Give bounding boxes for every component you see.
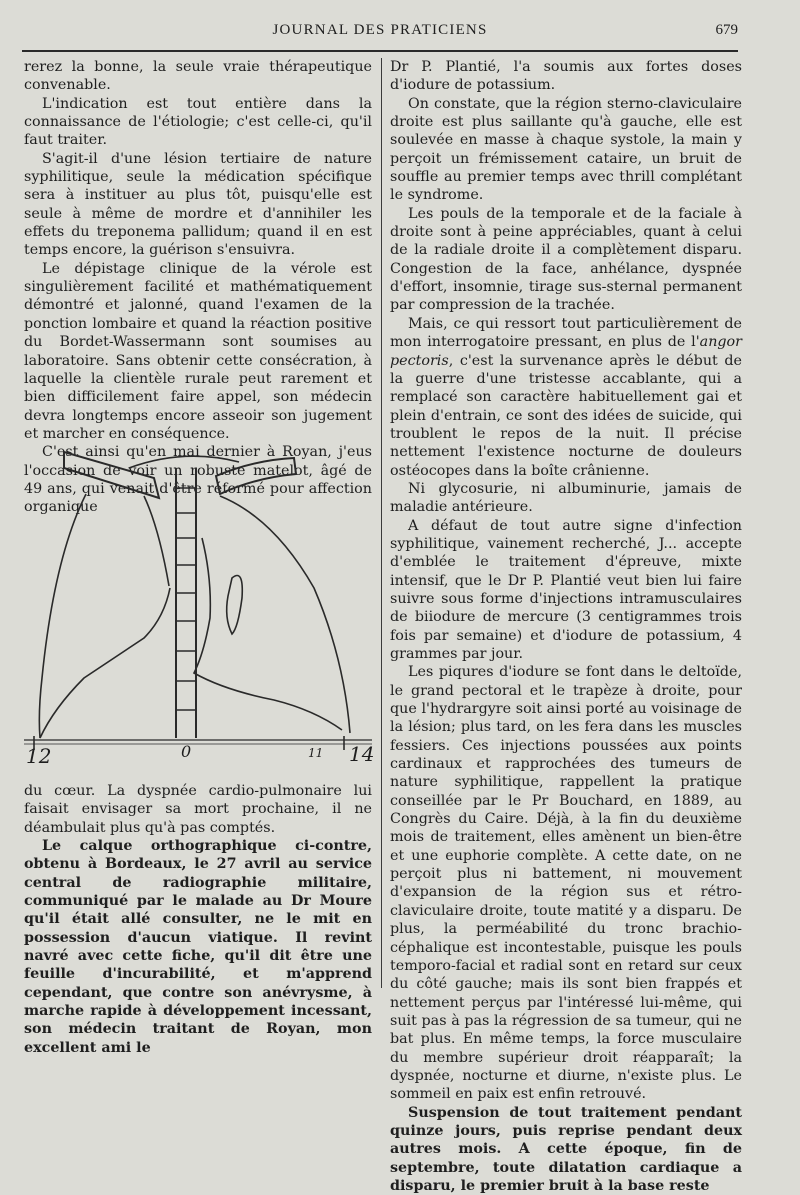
paragraph: S'agit-il d'une lésion tertiaire de nature syphilitique, seule la médication spécifique sera à instituer au plus tôt, puisqu'elle est seule à même de mordre et d'annihiler les effets du treponema pallidum; quand il en est temps encore, la guérison s'ensuivra. [24,150,372,259]
paragraph: Les pouls de la temporale et de la faciale à droite sont à peine appréciables, quant à celui de la radiale droite il a complètement disparu. Congestion de la face, anhélance, dyspnée d'effort, insomnie, tirage sus-sternal permanent par compression de la trachée. [390,205,742,314]
paragraph: Dr P. Plantié, l'a soumis aux fortes doses d'iodure de potassium. [390,59,742,94]
paragraph: Suspension de tout traitement pendant quinze jours, puis reprise pendant deux autres mois. A cette époque, fin de septembre, toute dilatation cardiaque a disparu, le premier bruit à la base reste [390,1104,742,1194]
figure-label-right: 14 [349,742,375,766]
paragraph: rerez la bonne, la seule vraie thérapeutique convenable. [24,59,372,94]
journal-title: JOURNAL DES PRATICIENS [272,22,488,38]
paragraph: Les piqures d'iodure se font dans le deltoïde, le grand pectoral et le trapèze à droite, pour que l'hydrargyre soit ainsi porté au voisinage de la lésion; plus tard, on les fera dans les muscles fessiers. Ces injections poussées aux points cardinaux et rapprochées des tumeurs de nature syphilitique, rappellent la pratique conseillée par le Pr Bouchard, en 1889, au Congrès du Caire. Déjà, à la fin du deuxième mois de traitement, elles amènent un bien-être et une euphorie complète. A cette date, on ne perçoit plus ni battement, ni mouvement d'expansion de la région sus et rétro-claviculaire droite, toute matité y a disparu. De plus, la perméabilité du tronc brachio-céphalique est incontestable, puisque les pouls temporo-facial et radial sont en retard sur ceux du côté gauche; mais ils sont bien frappés et nettement perçus par l'intéressé lui-même, qui suit pas à pas la régression de sa tumeur, qui ne bat plus. En même temps, la force musculaire du membre supérieur droit réapparaît; la dyspnée, nocturne et diurne, n'existe plus. Le sommeil en paix est enfin retrouvé. [390,664,742,1103]
italic-term: angor pectoris [390,334,742,369]
paragraph: A défaut de tout autre signe d'infection syphilitique, vainement recherché, J... accepte d'emblée le traitement d'épreuve, mixte intensif, que le Dr P. Plantié veut bien lui faire suivre sous forme d'injections intramusculaires de biiodure de mercure (3 centigrammes trois fois par semaine) et d'iodure de potassium, 4 grammes par jour. [390,517,742,662]
paragraph-text: , c'est la survenance après le début de la guerre d'une tristesse accablante, qui a remplacé son caractère habituellement gai et plein d'entrain, ce sont des idées de suicide, qui troublent le repos de la nuit. Il précise nettement l'existence nocturne de douleurs ostéocopes dans la boîte crânienne. [390,352,742,479]
paragraph: Ni glycosurie, ni albuminurie, jamais de maladie antérieure. [390,480,742,516]
page-header [22,22,738,52]
figure-label-right-small: 11 [308,746,324,760]
figure-label-center: 0 [181,742,192,761]
right-column [390,58,742,1195]
paragraph-text: Mais, ce qui ressort tout particulièrement de mon interrogatoire pressant, en plus de l' [390,315,742,351]
column-divider [381,58,382,988]
paragraph: C'est ainsi qu'en mai dernier à Royan, j'eus l'occasion de voir un robuste matelot, âgé de 49 ans, qui venait d'être réformé pour affection organique [24,444,372,516]
paragraph: Le dépistage clinique de la vérole est singulièrement facilité et mathématiquement démontré et jalonné, quand l'examen de la ponction lombaire et quand la réaction positive du Bordet-Wassermann sont soumises au laboratoire. Sans obtenir cette consécration, à laquelle la clientèle rurale peut rarement et bien difficilement faire appel, son médecin devra longtemps encore asseoir son jugement et marcher en conséquence. [24,260,372,442]
paragraph: On constate, que la région sterno-claviculaire droite est plus saillante qu'à gauche, elle est soulevée en masse à chaque systole, la main y perçoit un frémissement cataire, un bruit de souffle au premier temps avec thrill complétant le syndrome. [390,95,742,204]
chest-outline-drawing [24,438,375,774]
paragraph: du cœur. La dyspnée cardio-pulmonaire lui faisait envisager sa mort prochaine, il ne déambulait plus qu'à pas comptés. [24,783,372,836]
radiograph-tracing-figure [24,438,375,774]
paragraph: L'indication est tout entière dans la connaissance de l'étiologie; c'est celle-ci, qu'il faut traiter. [24,95,372,149]
paragraph [390,315,742,480]
paragraph: Le calque orthographique ci-contre, obtenu à Bordeaux, le 27 avril au service central de radiographie militaire, communiqué par le malade au Dr Moure qu'il était allé consulter, ne le mit en possession d'aucun viatique. Il revint navré avec cette fiche, qu'il dit être une feuille d'incurabilité, et m'apprend cependant, que contre son anévrysme, à marche rapide à développement incessant, son médecin traitant de Royan, mon excellent ami le [24,838,372,1056]
left-column-bottom [24,782,372,1057]
page-number: 679 [715,22,738,38]
figure-label-left: 12 [26,744,52,768]
